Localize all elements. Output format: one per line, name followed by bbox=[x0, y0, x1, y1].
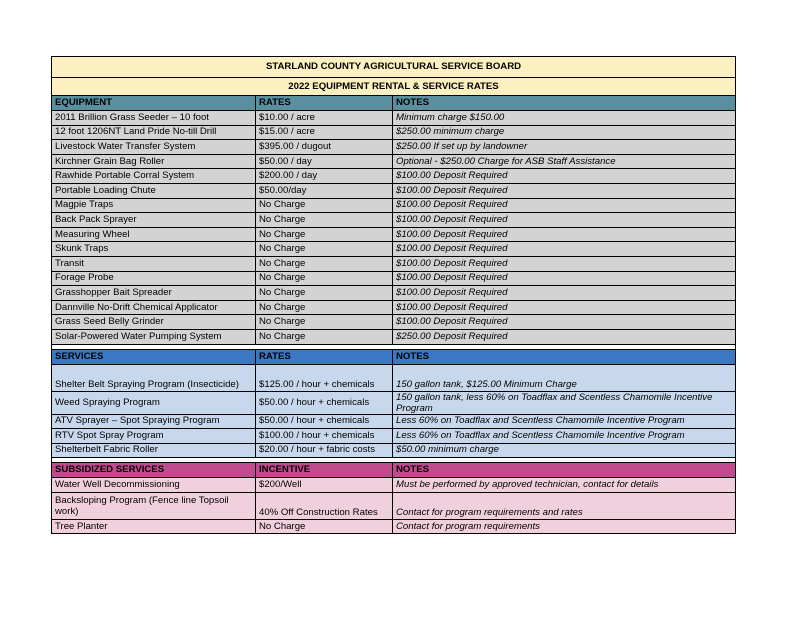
table-row bbox=[52, 183, 736, 198]
rate-cell: No Charge bbox=[256, 286, 393, 301]
rate-cell: No Charge bbox=[256, 198, 393, 213]
table-row bbox=[52, 227, 736, 242]
item-cell: Magpie Traps bbox=[52, 198, 256, 213]
table-row bbox=[52, 111, 736, 126]
incentive-header: INCENTIVE bbox=[256, 463, 393, 478]
rate-cell: $200.00 / day bbox=[256, 169, 393, 184]
table-row bbox=[52, 286, 736, 301]
rate-cell: $395.00 / dugout bbox=[256, 140, 393, 155]
item-cell: Dannville No-Drift Chemical Applicator bbox=[52, 300, 256, 315]
item-cell: Water Well Decommissioning bbox=[52, 478, 256, 493]
note-cell: $100.00 Deposit Required bbox=[393, 198, 736, 213]
table-row bbox=[52, 300, 736, 315]
item-cell: Livestock Water Transfer System bbox=[52, 140, 256, 155]
rate-cell: No Charge bbox=[256, 329, 393, 344]
rate-cell: No Charge bbox=[256, 227, 393, 242]
item-cell: Measuring Wheel bbox=[52, 227, 256, 242]
rate-cell: $20.00 / hour + fabric costs bbox=[256, 443, 393, 458]
table-row bbox=[52, 414, 736, 429]
note-cell: 150 gallon tank, less 60% on Toadflax and Scentless Chamomile Incentive Program bbox=[393, 391, 736, 414]
rate-cell: $125.00 / hour + chemicals bbox=[256, 364, 393, 391]
rate-cell: $50.00 / hour + chemicals bbox=[256, 391, 393, 414]
rate-cell: No Charge bbox=[256, 256, 393, 271]
table-row bbox=[52, 213, 736, 228]
table-row bbox=[52, 492, 736, 519]
notes-header: NOTES bbox=[393, 349, 736, 364]
note-cell: $250.00 minimum charge bbox=[393, 125, 736, 140]
note-cell: Must be performed by approved technician, contact for details bbox=[393, 478, 736, 493]
item-cell: Kirchner Grain Bag Roller bbox=[52, 154, 256, 169]
rate-cell: No Charge bbox=[256, 519, 393, 534]
equipment-header-row bbox=[52, 96, 736, 111]
note-cell: $100.00 Deposit Required bbox=[393, 242, 736, 257]
item-cell: 2011 Brillion Grass Seeder – 10 foot bbox=[52, 111, 256, 126]
rate-cell: $50.00 / hour + chemicals bbox=[256, 414, 393, 429]
note-cell: $250.00 Deposit Required bbox=[393, 329, 736, 344]
page-title: STARLAND COUNTY AGRICULTURAL SERVICE BOARD bbox=[52, 57, 736, 78]
table-row bbox=[52, 364, 736, 391]
title-row bbox=[52, 57, 736, 78]
table-row bbox=[52, 271, 736, 286]
services-header-row bbox=[52, 349, 736, 364]
rate-cell: $10.00 / acre bbox=[256, 111, 393, 126]
subtitle-row bbox=[52, 78, 736, 96]
item-cell: Tree Planter bbox=[52, 519, 256, 534]
note-cell: $50.00 minimum charge bbox=[393, 443, 736, 458]
notes-header: NOTES bbox=[393, 463, 736, 478]
table-row bbox=[52, 443, 736, 458]
note-cell: Optional - $250.00 Charge for ASB Staff Assistance bbox=[393, 154, 736, 169]
note-cell: $100.00 Deposit Required bbox=[393, 183, 736, 198]
rates-header: RATES bbox=[256, 96, 393, 111]
rate-cell: No Charge bbox=[256, 213, 393, 228]
table-row bbox=[52, 478, 736, 493]
notes-header: NOTES bbox=[393, 96, 736, 111]
item-cell: Transit bbox=[52, 256, 256, 271]
note-cell: Less 60% on Toadflax and Scentless Chamomile Incentive Program bbox=[393, 429, 736, 444]
note-cell: $100.00 Deposit Required bbox=[393, 315, 736, 330]
note-cell: $100.00 Deposit Required bbox=[393, 213, 736, 228]
table-row bbox=[52, 256, 736, 271]
page-subtitle: 2022 EQUIPMENT RENTAL & SERVICE RATES bbox=[52, 78, 736, 96]
item-cell: Back Pack Sprayer bbox=[52, 213, 256, 228]
rates-header: RATES bbox=[256, 349, 393, 364]
item-cell: Forage Probe bbox=[52, 271, 256, 286]
table-row bbox=[52, 169, 736, 184]
item-cell: 12 foot 1206NT Land Pride No-till Drill bbox=[52, 125, 256, 140]
table-row bbox=[52, 140, 736, 155]
table-row bbox=[52, 391, 736, 414]
item-cell: Skunk Traps bbox=[52, 242, 256, 257]
equipment-header: EQUIPMENT bbox=[52, 96, 256, 111]
table-row bbox=[52, 242, 736, 257]
note-cell: $100.00 Deposit Required bbox=[393, 169, 736, 184]
note-cell: Contact for program requirements and rates bbox=[393, 492, 736, 519]
note-cell: $100.00 Deposit Required bbox=[393, 300, 736, 315]
table-row bbox=[52, 519, 736, 534]
services-header: SERVICES bbox=[52, 349, 256, 364]
item-cell: RTV Spot Spray Program bbox=[52, 429, 256, 444]
item-cell: Portable Loading Chute bbox=[52, 183, 256, 198]
note-cell: 150 gallon tank, $125.00 Minimum Charge bbox=[393, 364, 736, 391]
table-row bbox=[52, 198, 736, 213]
item-cell: Shelterbelt Fabric Roller bbox=[52, 443, 256, 458]
item-cell: Backsloping Program (Fence line Topsoil work) bbox=[52, 492, 256, 519]
rate-cell: No Charge bbox=[256, 300, 393, 315]
rate-cell: No Charge bbox=[256, 315, 393, 330]
rate-cell: $100.00 / hour + chemicals bbox=[256, 429, 393, 444]
rate-cell: $15.00 / acre bbox=[256, 125, 393, 140]
rates-table bbox=[51, 56, 736, 534]
table-row bbox=[52, 154, 736, 169]
table-row bbox=[52, 329, 736, 344]
note-cell: Contact for program requirements bbox=[393, 519, 736, 534]
item-cell: Rawhide Portable Corral System bbox=[52, 169, 256, 184]
note-cell: $100.00 Deposit Required bbox=[393, 227, 736, 242]
rate-cell: $50.00/day bbox=[256, 183, 393, 198]
item-cell: Weed Spraying Program bbox=[52, 391, 256, 414]
item-cell: Grasshopper Bait Spreader bbox=[52, 286, 256, 301]
table-row bbox=[52, 315, 736, 330]
note-cell: Less 60% on Toadflax and Scentless Chamomile Incentive Program bbox=[393, 414, 736, 429]
note-cell: $100.00 Deposit Required bbox=[393, 271, 736, 286]
table-row bbox=[52, 429, 736, 444]
item-cell: Shelter Belt Spraying Program (Insecticide) bbox=[52, 364, 256, 391]
rate-cell: $200/Well bbox=[256, 478, 393, 493]
note-cell: $250.00 If set up by landowner bbox=[393, 140, 736, 155]
item-cell: ATV Sprayer – Spot Spraying Program bbox=[52, 414, 256, 429]
item-cell: Grass Seed Belly Grinder bbox=[52, 315, 256, 330]
rate-cell: No Charge bbox=[256, 242, 393, 257]
note-cell: Minimum charge $150.00 bbox=[393, 111, 736, 126]
rate-cell: 40% Off Construction Rates bbox=[256, 492, 393, 519]
subsidized-header-row bbox=[52, 463, 736, 478]
subsidized-header: SUBSIDIZED SERVICES bbox=[52, 463, 256, 478]
note-cell: $100.00 Deposit Required bbox=[393, 256, 736, 271]
note-cell: $100.00 Deposit Required bbox=[393, 286, 736, 301]
rate-cell: No Charge bbox=[256, 271, 393, 286]
item-cell: Solar-Powered Water Pumping System bbox=[52, 329, 256, 344]
table-row bbox=[52, 125, 736, 140]
rate-cell: $50.00 / day bbox=[256, 154, 393, 169]
